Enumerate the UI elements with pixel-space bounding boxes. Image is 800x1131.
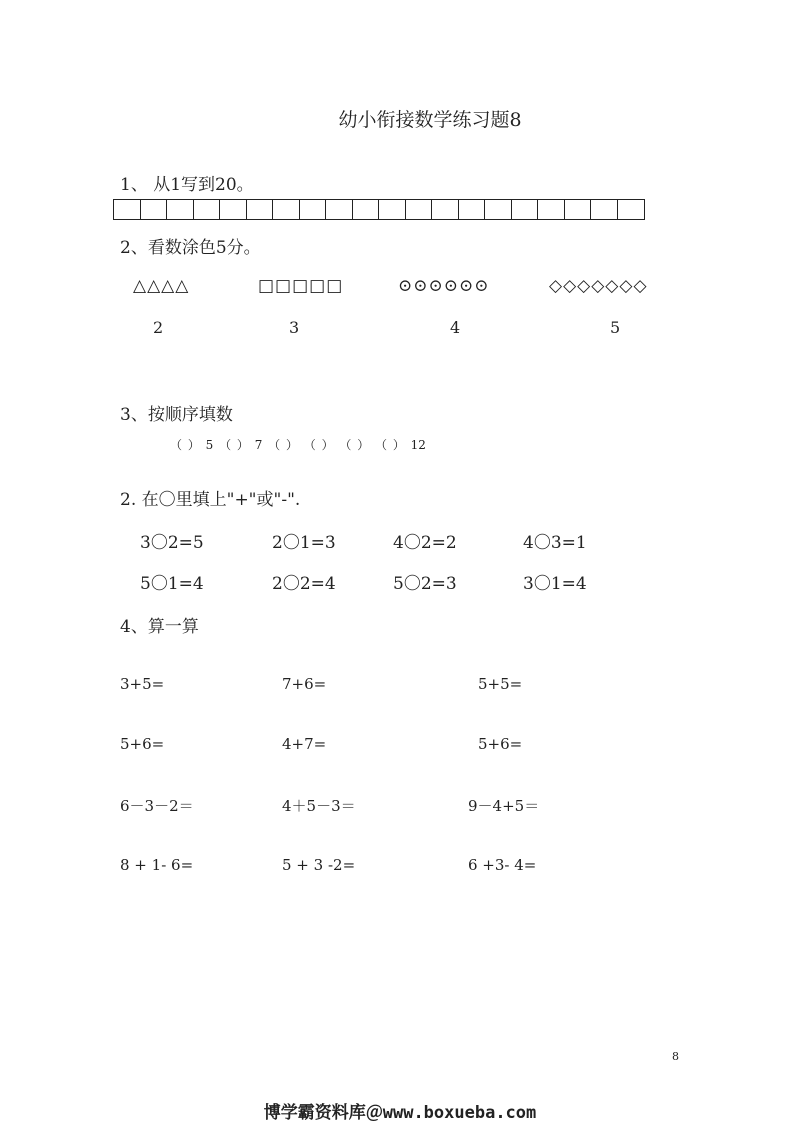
calc-problem: 3+5= (120, 675, 165, 693)
answer-box[interactable] (299, 199, 327, 220)
operator-equation: 3〇1=4 (523, 574, 587, 594)
footer-watermark: 博学霸资料库＠www.boxueba.com (263, 1103, 537, 1123)
operator-equation: 2〇1=3 (272, 533, 336, 553)
answer-box[interactable] (564, 199, 592, 220)
page-title: 幼小衔接数学练习题8 (338, 109, 522, 131)
answer-box[interactable] (140, 199, 168, 220)
q2-label: 2、看数涂色5分。 (120, 238, 261, 258)
answer-box[interactable] (246, 199, 274, 220)
number-writing-grid (113, 199, 645, 220)
calc-problem: 8 + 1- 6= (120, 856, 194, 874)
calc-problem: 5 + 3 -2= (282, 856, 356, 874)
answer-box[interactable] (511, 199, 539, 220)
q4-label: 2. 在〇里填上"+"或"-". (120, 490, 301, 510)
calc-problem: 6 +3- 4= (468, 856, 537, 874)
square-group: □□□□□ (258, 276, 344, 296)
calc-problem: 5+6= (120, 735, 165, 753)
answer-box[interactable] (219, 199, 247, 220)
answer-box[interactable] (590, 199, 618, 220)
calc-problem: 5+5= (478, 675, 523, 693)
operator-equation: 5〇2=3 (393, 574, 457, 594)
answer-box[interactable] (193, 199, 221, 220)
color-count-triangles: 2 (153, 318, 164, 337)
answer-box[interactable] (617, 199, 645, 220)
operator-equation: 4〇2=2 (393, 533, 457, 553)
calc-problem: 6－3－2＝ (120, 797, 194, 815)
page-number: 8 (672, 1050, 679, 1063)
color-count-squares: 3 (289, 318, 300, 337)
q5-label: 4、算一算 (120, 617, 199, 637)
calc-problem: 4+7= (282, 735, 327, 753)
operator-equation: 2〇2=4 (272, 574, 336, 594)
operator-equation: 5〇1=4 (140, 574, 204, 594)
answer-box[interactable] (325, 199, 353, 220)
answer-box[interactable] (537, 199, 565, 220)
answer-box[interactable] (272, 199, 300, 220)
answer-box[interactable] (431, 199, 459, 220)
q1-label: 1、 从1写到20。 (120, 175, 254, 195)
calc-problem: 9－4+5＝ (468, 797, 540, 815)
answer-box[interactable] (484, 199, 512, 220)
calc-problem: 5+6= (478, 735, 523, 753)
color-count-circles: 4 (450, 318, 461, 337)
triangle-group: △△△△ (133, 276, 190, 296)
operator-equation: 4〇3=1 (523, 533, 587, 553)
answer-box[interactable] (378, 199, 406, 220)
answer-box[interactable] (352, 199, 380, 220)
number-sequence: （ ） 5 （ ） 7 （ ） （ ） （ ） （ ） 12 (170, 438, 426, 452)
operator-equation: 3〇2=5 (140, 533, 204, 553)
calc-problem: 4＋5－3＝ (282, 797, 356, 815)
diamond-group: ◇◇◇◇◇◇◇ (549, 276, 648, 296)
q3-label: 3、按顺序填数 (120, 405, 233, 425)
color-count-diamonds: 5 (610, 318, 621, 337)
answer-box[interactable] (113, 199, 141, 220)
answer-box[interactable] (458, 199, 486, 220)
answer-box[interactable] (405, 199, 433, 220)
calc-problem: 7+6= (282, 675, 327, 693)
dot-circle-group: ⊙⊙⊙⊙⊙⊙ (398, 276, 490, 296)
answer-box[interactable] (166, 199, 194, 220)
